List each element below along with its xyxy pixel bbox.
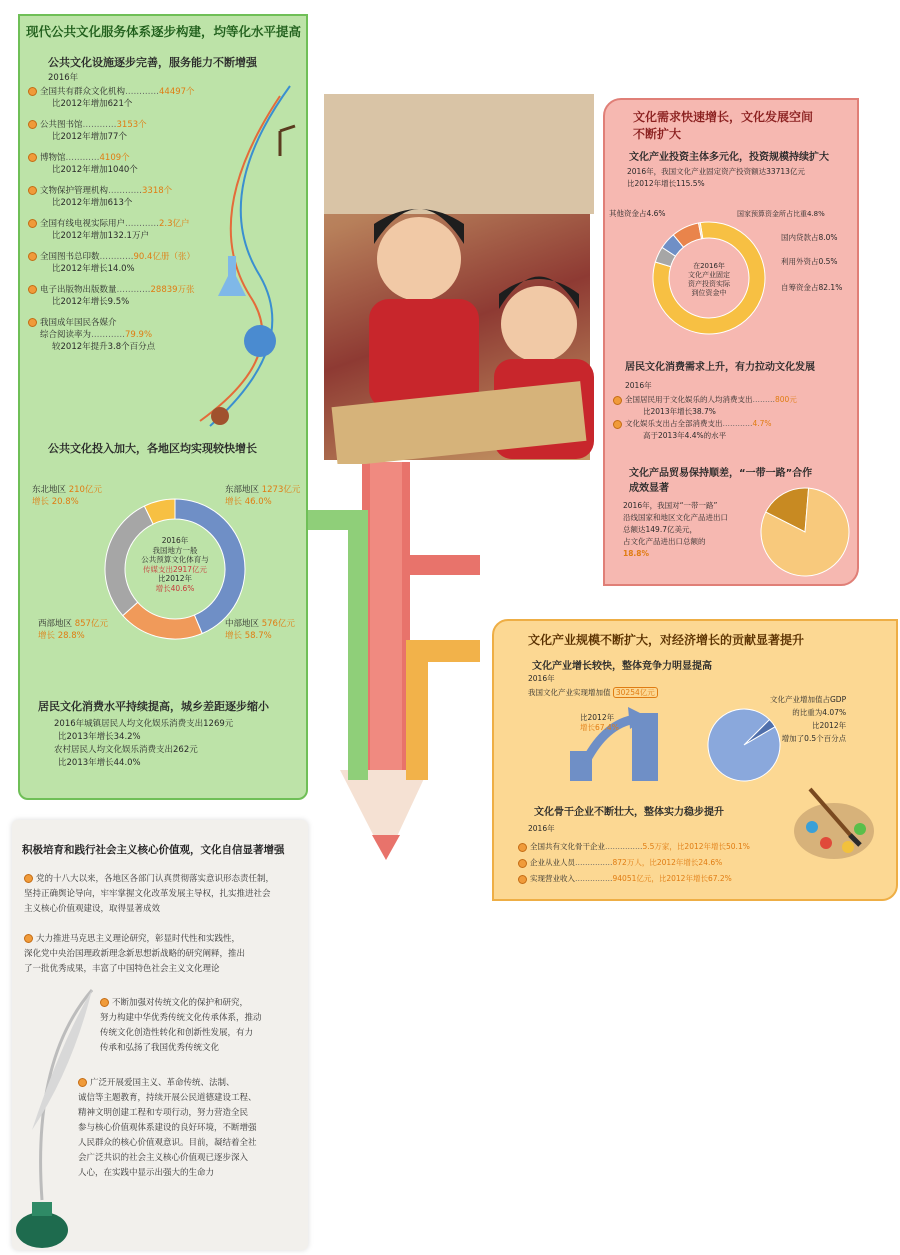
demand-line: 高于2013年4.4%的水平 [643,431,727,440]
scroll-panel [12,820,308,1250]
palette-icon [790,781,882,865]
facility-growth: 比2012年增加1040个 [52,165,138,175]
pink-panel [603,98,859,586]
enterprise-label: 企业从业人员 [530,858,575,867]
para-line: 坚持正确舆论导向，牢牢掌握文化改革发展主导权，扎实推进社会 [24,889,271,899]
para-line: 诚信等主题教育，持续开展公民道德建设工程、 [78,1093,257,1103]
yellow-panel-title: 文化产业规模不断扩大，对经济增长的贡献显著提升 [528,633,805,647]
growth-heading: 文化产业增长较快，整体竞争力明显提高 [532,661,712,672]
region-name: 中部地区 [225,619,260,629]
trade-heading-line: 文化产品贸易保持顺差，“一带一路”合作 [629,468,813,479]
bullet-icon [24,874,33,883]
trade-line: 占文化产品进出口总额的 [623,537,706,546]
bullet-icon [28,87,37,96]
bullet-icon [28,219,37,228]
demand-value: 800元 [775,395,797,404]
region-name: 东部地区 [225,485,260,495]
consumption-line: 比2013年增长44.0% [58,758,141,768]
center-line: 增长40.6% [155,583,195,593]
green-panel-title: 现代公共文化服务体系逐步构建，均等化水平提高 [26,24,302,39]
para-line: 了一批优秀成果，丰富了中国特色社会主义文化理论 [24,964,220,974]
center-line: 公共预算文化体育与 [141,555,209,564]
yellow-panel [492,619,898,901]
facility-value: 3153个 [116,120,147,130]
gdp-line: 比2012年 [812,721,847,730]
para-line: 主义核心价值观建设，取得显著成效 [24,904,161,914]
enterprise-item: 全国共有文化骨干企业……………5.5万家，比2012年增长50.1% [518,839,818,855]
decorative-swirl [170,76,310,436]
facility-item: 全国有线电视实际用户…………2.3亿户 比2012年增加132.1万户 [28,218,258,242]
consumption-line: 2016年城镇居民人均文化娱乐消费支出1269元 [54,719,234,729]
para-line: 传统文化创造性转化和创新性发展，有力 [100,1028,254,1038]
bullet-icon [518,875,527,884]
facility-value: 28839万张 [150,285,195,295]
facilities-year: 2016年 [48,73,79,83]
investment-line: 2016年，我国文化产业固定资产投资额达33713亿元 [627,167,805,176]
facility-value: 2.3亿户 [159,219,190,229]
facility-item: 公共图书馆…………3153个 比2012年增加77个 [28,119,258,143]
enterprise-heading: 文化骨干企业不断壮大，整体实力稳步提升 [534,807,724,818]
center-line: 文化产业固定 [688,271,730,279]
facility-growth: 比2012年增加132.1万户 [52,231,149,241]
consumption-heading: 居民文化消费水平持续提高，城乡差距逐步缩小 [38,700,269,713]
enterprise-value: 94051亿元，比2012年增长67.2% [612,874,732,883]
gdp-line: 文化产业增加值占GDP [770,695,847,704]
enterprise-item: 实现营业收入……………94051亿元，比2012年增长67.2% [518,871,818,887]
scroll-para-1 [24,872,306,917]
invest-label-other: 其他资金占4.6% [609,209,666,218]
para-line: 深化党中央治国理政新理念新思想新战略的研究阐释，推出 [24,949,246,959]
invest-label-self: 自筹资金占82.1% [781,283,843,292]
added-value-line [528,687,658,699]
gdp-line: 增加了0.5个百分点 [781,734,847,743]
facilities-heading: 公共文化设施逐步完善，服务能力不断增强 [48,56,257,69]
consumption-lines [54,718,233,770]
para-line: 大力推进马克思主义理论研究，彰显时代性和实践性， [36,934,241,944]
investment-diversity-heading: 文化产业投资主体多元化，投资规模持续扩大 [629,152,829,163]
scroll-title: 积极培育和践行社会主义核心价值观，文化自信显著增强 [22,844,285,856]
region-growth: 增长 20.8% [32,497,79,507]
facility-label: 我国成年国民各媒介 [40,318,117,328]
demand-value: 4.7% [752,419,772,428]
facility-item: 我国成年国民各媒介 综合阅读率为…………79.9% 较2012年提升3.8个百分点 [28,317,258,353]
bullet-icon [28,285,37,294]
region-value: 210亿元 [68,485,102,495]
quill-ink-icon [12,980,102,1250]
growth-line: 增长67.4% [580,723,619,732]
growth-rate [580,713,619,733]
ball-icon [211,407,229,425]
region-value: 1273亿元 [261,485,301,495]
region-value: 857亿元 [74,619,108,629]
facility-label: 全国有线电视实际用户 [40,219,126,229]
facility-growth: 比2012年增加613个 [52,198,133,208]
facility-value: 90.4亿册（张） [133,252,195,262]
bullet-icon [24,934,33,943]
para-line: 努力构建中华优秀传统文化传承体系，推动 [100,1013,262,1023]
para-line: 参与核心价值观体系建设的良好环境，不断增强 [78,1123,257,1133]
demand-line: 文化娱乐支出占全部消费支出 [625,419,723,428]
para-line: 人心，在实践中显示出强大的生命力 [78,1168,215,1178]
region-central [225,618,295,642]
trade-line: 2016年，我国对“一带一路” [623,501,718,510]
children-illustration [324,94,594,464]
enterprise-label: 全国共有文化骨干企业 [530,842,605,851]
globe-icon [244,325,276,357]
facility-item: 全国图书总印数…………90.4亿册（张） 比2012年增长14.0% [28,251,258,275]
invest-label-foreign: 利用外资占0.5% [781,257,838,266]
facility-value: 79.9% [125,330,153,340]
center-line: 2016年 [161,536,189,545]
bullet-icon [28,186,37,195]
scroll-para-2 [24,932,306,977]
enterprise-value: 872万人，比2012年增长24.6% [612,858,723,867]
trade-text [623,500,728,560]
facility-growth: 较2012年提升3.8个百分点 [52,342,156,352]
bullet-icon [613,420,622,429]
invest-label-budget: 国家预算资金所占比重4.8% [737,210,825,218]
bullet-icon [613,396,622,405]
facility-item: 博物馆…………4109个 比2012年增加1040个 [28,152,258,176]
facility-label: 全国共有群众文化机构 [40,87,126,97]
facility-item: 文物保护管理机构…………3318个 比2012年增加613个 [28,185,258,209]
music-note-icon [280,126,295,156]
enterprise-list [518,839,818,887]
invest-label-loan: 国内贷款占8.0% [781,233,838,242]
trade-pie-chart [743,484,853,580]
bullet-icon [28,120,37,129]
pink-panel-title [633,108,813,142]
facility-label: 全国图书总印数 [40,252,100,262]
para-line: 传承和弘扬了我国优秀传统文化 [100,1043,220,1053]
pencil-graphic [300,440,480,870]
demand-line: 全国居民用于文化娱乐的人均消费支出 [625,395,753,404]
facility-value: 44497个 [159,87,195,97]
added-value-label: 我国文化产业实现增加值 [528,688,611,697]
trade-heading-line: 成效显著 [629,483,669,494]
center-line: 资产投资实际 [688,280,730,288]
para-line: 精神文明创建工程和专项行动，努力营造全民 [78,1108,249,1118]
facility-label: 综合阅读率为 [40,330,92,340]
consumption-line: 比2013年增长34.2% [58,732,141,742]
pink-title-line: 不断扩大 [633,127,682,141]
bullet-icon [28,153,37,162]
investment-lines [627,166,805,190]
center-line: 我国地方一般 [152,545,198,555]
region-northeast [32,484,102,508]
para-line: 不断加强对传统文化的保护和研究， [112,998,249,1008]
enterprise-year: 2016年 [528,824,555,833]
facility-growth: 比2012年增加621个 [52,99,133,109]
region-donut-center [135,536,215,593]
investment-line: 比2012年增长115.5% [627,179,705,188]
bullet-icon [518,843,527,852]
enterprise-item: 企业从业人员……………872万人，比2012年增长24.6% [518,855,818,871]
scroll-para-3 [100,996,306,1056]
gdp-line: 的比重为4.07% [792,708,847,717]
facility-label: 文物保护管理机构 [40,186,109,196]
classroom-photo [322,92,592,462]
consumption-demand-year: 2016年 [625,381,652,390]
bullet-icon [518,859,527,868]
trade-line: 18.8% [623,549,650,558]
flask-icon [218,256,246,296]
enterprise-label: 实现营业收入 [530,874,575,883]
facility-label: 博物馆 [40,153,66,163]
scroll-para-4 [78,1076,306,1181]
facility-label: 公共图书馆 [40,120,83,130]
center-line: 到位资金中 [691,289,727,297]
region-growth: 增长 28.8% [38,631,85,641]
slice-central [123,602,202,639]
trade-line: 总额达149.7亿美元， [623,525,697,534]
facility-value: 4109个 [99,153,130,163]
growth-year: 2016年 [528,674,555,683]
investment-heading: 公共文化投入加大，各地区均实现较快增长 [48,442,257,455]
facility-growth: 比2012年增长14.0% [52,264,135,274]
para-line: 广泛开展爱国主义、革命传统、法制、 [90,1078,235,1088]
region-growth: 增长 58.7% [225,631,272,641]
facility-growth: 比2012年增长9.5% [52,297,130,307]
consumption-demand-lines: 全国居民用于文化娱乐的人均消费支出………800元 比2013年增长38.7% 文化娱乐支出占全部消费支出…………4.7% 高于2013年4.4%的水平 [613,394,797,442]
region-west [38,618,108,642]
bullet-icon [28,252,37,261]
facility-label: 电子出版物出版数量 [40,285,117,295]
center-line: 传媒支出2917亿元 [142,564,208,574]
para-line: 会广泛共识的社会主义核心价值观已逐步深入 [78,1153,249,1163]
demand-line: 比2013年增长38.7% [643,407,716,416]
para-line: 人民群众的核心价值观意识。目前，凝结着全社 [78,1138,257,1148]
region-east [225,484,300,508]
consumption-demand-heading: 居民文化消费需求上升，有力拉动文化发展 [625,362,815,373]
region-name: 东北地区 [32,485,67,495]
gdp-text [770,693,846,745]
enterprise-value: 5.5万家，比2012年增长50.1% [642,842,750,851]
trade-line: 沿线国家和地区文化产品进出口 [623,513,728,522]
para-line: 党的十八大以来，各地区各部门认真贯彻落实意识形态责任制， [36,874,275,884]
pink-title-line: 文化需求快速增长，文化发展空间 [633,110,814,124]
investment-donut-center [679,262,739,298]
facility-value: 3318个 [142,186,173,196]
bullet-icon [28,318,37,327]
region-value: 576亿元 [261,619,295,629]
facility-growth: 比2012年增加77个 [52,132,127,142]
center-line: 在2016年 [693,262,725,270]
facility-item: 全国共有群众文化机构…………44497个 比2012年增加621个 [28,86,258,110]
growth-line: 比2012年 [580,713,615,722]
added-value: 30254亿元 [613,687,658,698]
center-line: 比2012年 [157,574,193,583]
region-growth: 增长 46.0% [225,497,272,507]
facility-item: 电子出版物出版数量…………28839万张 比2012年增长9.5% [28,284,258,308]
green-panel [18,14,308,800]
consumption-line: 农村居民人均文化娱乐消费支出262元 [54,745,198,755]
region-name: 西部地区 [38,619,73,629]
